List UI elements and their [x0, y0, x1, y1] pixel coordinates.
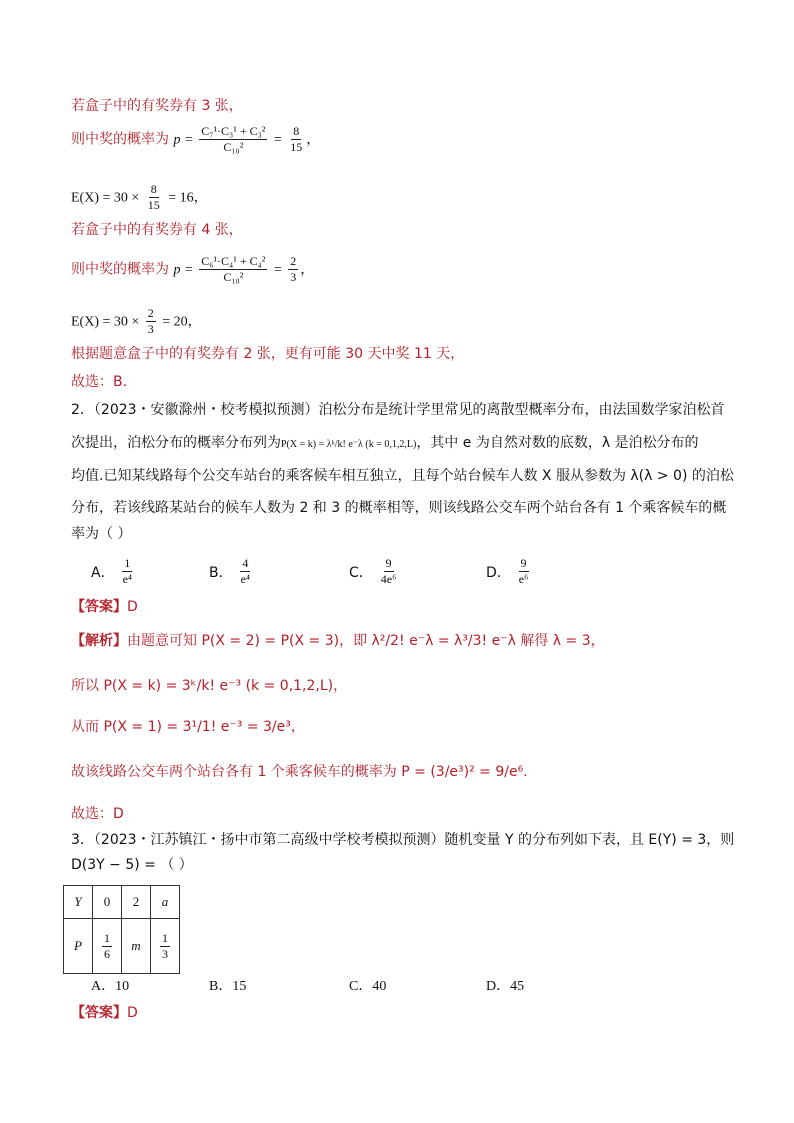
analysis-line: 故选：D [71, 806, 124, 822]
analysis-line: 【解析】由题意可知 P(X = 2) = P(X = 3)，即 λ²/2! e⁻λ = λ³/3! e⁻λ 解得 λ = 3， [71, 633, 605, 649]
text-line: 若盒子中的有奖券有 3 张， [71, 98, 243, 114]
question-3-line: D(3Y − 5) = （ ） [71, 857, 193, 873]
table-row [64, 919, 180, 974]
table-cell: m [122, 919, 151, 974]
question-3-line: 3．（2023・江苏镇江・扬中市第二高级中学校考模拟预测）随机变量 Y 的分布列如下表，且 E(Y) = 3，则 [71, 832, 735, 848]
fraction: $\frac{\text{C₆¹·C₄¹ + C₄²}}{\text{C₁₀²}}$ [201, 254, 266, 284]
table-cell: $\frac{1}{3}$ [151, 919, 180, 974]
question-2-line: 2．（2023・安徽滁州・校考模拟预测）泊松分布是统计学里常见的离散型概率分布，由法国数学家泊松首 [71, 402, 725, 418]
text-line: 故选：B. [71, 374, 128, 390]
prob-line-4: 则中奖的概率为 p = $\frac{\text{C₆¹·C₄¹ + C₄²}}{\text{C₁₀²}}$ = $\frac{2}{3}$ ， [71, 254, 315, 284]
table-cell: a [151, 886, 180, 919]
option-a: A．10 [91, 979, 130, 994]
option-a: A． $\frac{1}{\text{e⁴}}$ [91, 556, 133, 586]
text-line: 若盒子中的有奖券有 4 张， [71, 222, 243, 238]
option-d: D．45 [486, 979, 525, 994]
text-line: 根据题意盒子中的有奖券有 2 张，更有可能 30 天中奖 11 天， [71, 346, 465, 362]
option-b: B．15 [209, 979, 247, 994]
option-c: C．40 [349, 979, 387, 994]
option-c: C． $\frac{9}{\text{4e⁶}}$ [349, 556, 397, 586]
fraction: $\frac{2}{3}$ [147, 306, 154, 336]
fraction: $\frac{8}{15}$ [290, 124, 303, 154]
table-cell: 2 [122, 886, 151, 919]
prob-line-3: 则中奖的概率为 p = $\frac{\text{C₇¹·C₃¹ + C₃²}}{\text{C₁₀²}}$ = $\frac{8}{15}$ ， [71, 124, 321, 154]
option-b: B． $\frac{4}{\text{e⁴}}$ [209, 556, 251, 586]
answer-line: 【答案】D [71, 1005, 138, 1021]
distribution-table [63, 885, 180, 974]
analysis-line: 所以 P(X = k) = 3ᵏ/k! e⁻³ (k = 0,1,2,L)， [71, 678, 348, 694]
expectation-line-4: E(X) = 30 × $\frac{2}{3}$ = 20， [71, 306, 202, 336]
question-2-line: 率为（ ） [71, 526, 132, 542]
table-cell: P [64, 919, 93, 974]
table-cell: 0 [93, 886, 122, 919]
table-cell: $\frac{1}{6}$ [93, 919, 122, 974]
analysis-line: 故该线路公交车两个站台各有 1 个乘客候车的概率为 P = (3/e³)² = 9/e⁶. [71, 764, 528, 780]
option-d: D． $\frac{9}{\text{e⁶}}$ [486, 556, 529, 586]
analysis-line: 从而 P(X = 1) = 3¹/1! e⁻³ = 3/e³， [71, 719, 305, 735]
table-row [64, 886, 180, 919]
answer-line: 【答案】D [71, 599, 138, 615]
question-2-line: 均值.已知某线路每个公交车站台的乘客候车相互独立，且每个站台候车人数 X 服从参数为 λ(λ > 0) 的泊松 [71, 468, 734, 484]
expectation-line-3: E(X) = 30 × $\frac{8}{15}$ = 16， [71, 182, 208, 212]
fraction: $\frac{8}{15}$ [147, 182, 160, 212]
fraction: $\frac{\text{C₇¹·C₃¹ + C₃²}}{\text{C₁₀²}}$ [201, 124, 266, 154]
question-2-line: 分布，若该线路某站台的候车人数为 2 和 3 的概率相等，则该线路公交车两个站台各有 1 个乘客候车的概 [71, 500, 727, 516]
fraction: $\frac{2}{3}$ [290, 254, 297, 284]
table-cell: Y [64, 886, 93, 919]
question-2-line: 次提出，泊松分布的概率分布列为P(X = k) = λᵏ/k! e⁻λ (k = 0,1,2,L)，其中 e 为自然对数的底数，λ 是泊松分布的 [71, 435, 699, 451]
